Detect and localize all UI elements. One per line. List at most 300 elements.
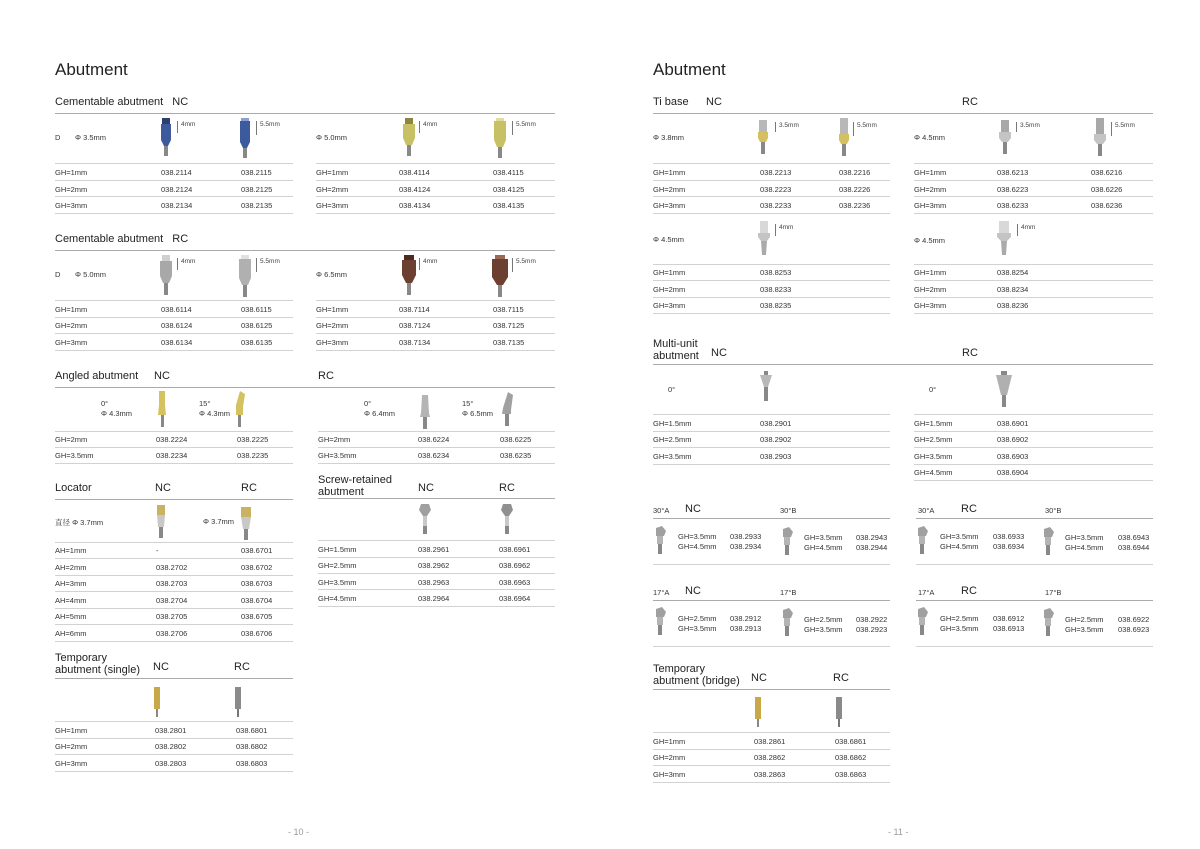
divider: [55, 431, 293, 432]
part-number: 038.6224: [418, 435, 450, 444]
section-title-cementable-rc: Cementable abutment RC: [55, 233, 189, 245]
part-number: 038.7134: [399, 338, 431, 347]
part-number: 038.4115: [493, 168, 524, 177]
column-header-rc: RC: [833, 672, 849, 684]
part-number-list: 038.6933 038.6934: [993, 532, 1025, 551]
row-label: GH=1mm: [914, 268, 947, 277]
column-header-rc: RC: [234, 661, 250, 673]
part-number: 038.6705: [241, 612, 273, 621]
row-label: GH=2mm: [316, 185, 349, 194]
ti-base-image-rc-3-5mm: [999, 120, 1011, 156]
column-header-nc: NC: [418, 482, 434, 494]
part-number: 038.7125: [493, 321, 525, 330]
divider: [914, 213, 1153, 214]
part-number: 038.8236: [997, 301, 1029, 310]
row-label: GH=2.5mm: [318, 561, 357, 570]
row-label: GH=2mm: [316, 321, 349, 330]
part-number: 038.2962: [418, 561, 450, 570]
part-number: 038.2135: [241, 201, 273, 210]
part-number: 038.6961: [499, 545, 531, 554]
angle-label: 30°A: [653, 506, 670, 515]
angle-label: 0°: [668, 385, 676, 394]
column-header-nc: NC: [685, 585, 701, 597]
part-number: 038.2115: [241, 168, 272, 177]
part-number: 038.6903: [997, 452, 1029, 461]
part-number: -: [156, 546, 159, 555]
divider: [318, 447, 555, 448]
part-number: 038.6904: [997, 468, 1029, 477]
diameter-label: Φ 4.5mm: [914, 236, 945, 245]
height-label: 5.5mm: [256, 121, 280, 135]
part-number: 038.6706: [241, 629, 273, 638]
locator-image-rc: [240, 507, 252, 541]
angle-label: 0° Φ 6.4mm: [364, 399, 395, 418]
angle-label: 0° Φ 4.3mm: [101, 399, 132, 418]
part-number: 038.2124: [161, 185, 193, 194]
section-title-temporary-single: Temporary abutment (single): [55, 652, 140, 676]
divider: [316, 180, 555, 181]
part-number: 038.6134: [161, 338, 193, 347]
column-header-nc: NC: [711, 347, 727, 359]
divider: [55, 721, 293, 722]
row-label: GH=3mm: [55, 201, 88, 210]
height-label: 5.5mm: [1111, 122, 1135, 136]
height-label: 5.5mm: [512, 121, 536, 135]
angled-mu-image: [1042, 608, 1054, 638]
part-number: 038.6704: [241, 596, 273, 605]
row-label: GH=3.5mm: [653, 452, 692, 461]
divider: [653, 297, 890, 298]
screw-abutment-image-nc: [418, 504, 432, 536]
divider: [914, 447, 1153, 448]
part-number: 038.2963: [418, 578, 450, 587]
row-label: GH=1mm: [653, 737, 686, 746]
temporary-abutment-image-rc: [235, 687, 241, 719]
row-label: GH=2mm: [653, 285, 686, 294]
divider: [318, 606, 555, 607]
page-number: - 11 -: [888, 827, 909, 837]
section-title-temporary-bridge: Temporary abutment (bridge): [653, 663, 740, 687]
diameter-label: Φ 5.0mm: [316, 133, 347, 142]
height-label: 4mm: [1017, 224, 1035, 236]
divider: [55, 558, 293, 559]
angle-label: 15° Φ 4.3mm: [199, 399, 230, 418]
divider: [316, 300, 555, 301]
row-label: GH=3mm: [55, 338, 88, 347]
divider: [914, 264, 1153, 265]
ti-base-image-rc-4mm: [997, 221, 1011, 257]
divider: [914, 280, 1153, 281]
row-label: GH=3.5mm: [318, 578, 357, 587]
divider: [55, 300, 293, 301]
abutment-image-blue-5-5mm: [239, 118, 251, 160]
part-number: 038.6962: [499, 561, 531, 570]
part-number: 038.6861: [835, 737, 867, 746]
part-number: 038.6234: [418, 451, 450, 460]
height-label: 4mm: [177, 121, 195, 133]
column-header-nc: NC: [706, 96, 722, 108]
divider: [318, 431, 555, 432]
part-number: 038.4125: [493, 185, 525, 194]
spec-list: GH=3.5mm GH=4.5mm: [678, 532, 717, 551]
part-number: 038.6135: [241, 338, 273, 347]
part-number: 038.2236: [839, 201, 871, 210]
divider: [653, 732, 890, 733]
row-label: GH=2.5mm: [914, 435, 953, 444]
row-label: GH=3mm: [653, 201, 686, 210]
angled-mu-image: [781, 608, 793, 638]
row-label: GH=1mm: [653, 268, 686, 277]
part-number: 038.7114: [399, 305, 430, 314]
divider: [55, 678, 293, 679]
column-header-nc: NC: [153, 661, 169, 673]
row-label: GH=2mm: [653, 185, 686, 194]
abutment-image-gold-5-5mm: [493, 118, 507, 160]
abutment-image-blue-4mm: [160, 118, 172, 158]
spec-list: GH=2.5mm GH=3.5mm: [1065, 615, 1104, 634]
part-number: 038.2703: [156, 579, 188, 588]
row-label: GH=1.5mm: [653, 419, 692, 428]
divider: [653, 264, 890, 265]
row-label: GH=4.5mm: [318, 594, 357, 603]
row-label: GH=3mm: [316, 201, 349, 210]
height-label: 5.5mm: [512, 258, 536, 272]
row-label: GH=1mm: [316, 305, 349, 314]
part-number: 038.6235: [500, 451, 532, 460]
height-label: 4mm: [177, 258, 195, 270]
part-number-list: 038.2912 038.2913: [730, 614, 762, 633]
part-number: 038.6803: [236, 759, 268, 768]
divider: [316, 163, 555, 164]
divider: [914, 297, 1153, 298]
row-label: GH=1mm: [55, 305, 88, 314]
row-label: GH=1.5mm: [318, 545, 357, 554]
divider: [653, 689, 890, 690]
abutment-image-brown-5-5mm: [491, 255, 509, 299]
row-label: GH=1.5mm: [914, 419, 953, 428]
part-number: 038.2223: [760, 185, 792, 194]
divider: [653, 447, 890, 448]
angle-label: 30°B: [1045, 506, 1062, 515]
divider: [653, 113, 1153, 114]
part-number: 038.7135: [493, 338, 525, 347]
row-label: GH=1mm: [55, 726, 88, 735]
row-label: GH=3.5mm: [55, 451, 94, 460]
part-number: 038.6225: [500, 435, 532, 444]
row-label: GH=2mm: [55, 185, 88, 194]
diameter-label: Φ 6.5mm: [316, 270, 347, 279]
part-number: 038.2702: [156, 563, 188, 572]
divider: [653, 196, 890, 197]
section-title-cementable-nc: Cementable abutment NC: [55, 96, 189, 108]
row-label: GH=3.5mm: [318, 451, 357, 460]
divider: [55, 250, 555, 251]
part-number: 038.2134: [161, 201, 193, 210]
divider: [55, 641, 293, 642]
part-number: 038.8254: [997, 268, 1029, 277]
part-number: 038.2803: [155, 759, 187, 768]
divider: [55, 463, 293, 464]
part-number: 038.7115: [493, 305, 524, 314]
part-number: 038.4135: [493, 201, 525, 210]
part-number: 038.6863: [835, 770, 867, 779]
angle-label: 17°B: [1045, 588, 1062, 597]
divider: [55, 196, 293, 197]
row-label: AH=4mm: [55, 596, 87, 605]
column-header-rc: RC: [961, 585, 977, 597]
spec-list: GH=2.5mm GH=3.5mm: [678, 614, 717, 633]
page-title: Abutment: [55, 60, 128, 79]
angle-label: 0°: [929, 385, 937, 394]
part-number: 038.2705: [156, 612, 188, 621]
divider: [653, 749, 890, 750]
section-title-angled: Angled abutment: [55, 370, 139, 382]
part-number: 038.2125: [241, 185, 273, 194]
row-label: GH=3mm: [653, 301, 686, 310]
height-label: 4mm: [419, 258, 437, 270]
row-label: AH=3mm: [55, 579, 87, 588]
divider: [653, 600, 890, 601]
part-number: 038.2863: [754, 770, 786, 779]
divider: [653, 646, 890, 647]
angled-mu-image: [916, 526, 928, 556]
row-label: GH=3mm: [316, 338, 349, 347]
divider: [653, 280, 890, 281]
divider: [653, 313, 890, 314]
angled-abutment-image-gold-15: [234, 391, 246, 429]
divider: [653, 564, 890, 565]
angled-abutment-image-silver-0: [419, 395, 431, 431]
divider: [318, 589, 555, 590]
column-header-nc: NC: [751, 672, 767, 684]
divider: [914, 464, 1153, 465]
row-label: GH=2mm: [653, 753, 686, 762]
part-number: 038.6114: [161, 305, 192, 314]
diameter-label: Φ 3.5mm: [75, 133, 106, 142]
row-label: GH=3mm: [55, 759, 88, 768]
angle-label: 17°B: [780, 588, 797, 597]
part-number: 038.2224: [156, 435, 188, 444]
divider: [55, 180, 293, 181]
column-header-rc: RC: [318, 370, 334, 382]
divider: [653, 213, 890, 214]
divider: [55, 591, 293, 592]
section-title-multi-unit: Multi-unit abutment: [653, 338, 699, 362]
part-number: 038.6216: [1091, 168, 1123, 177]
divider: [316, 196, 555, 197]
part-number: 038.6801: [236, 726, 268, 735]
divider: [55, 350, 293, 351]
temporary-abutment-image-nc: [154, 687, 160, 719]
row-label: AH=5mm: [55, 612, 87, 621]
part-number: 038.2964: [418, 594, 450, 603]
ti-base-image-nc-5-5mm: [839, 118, 849, 158]
divider: [914, 480, 1153, 481]
ti-base-image-rc-5-5mm: [1094, 118, 1106, 158]
row-label: AH=2mm: [55, 563, 87, 572]
column-header-nc: NC: [685, 503, 701, 515]
row-label: GH=2mm: [55, 742, 88, 751]
locator-image-nc: [156, 505, 166, 539]
divider: [653, 518, 890, 519]
multi-unit-image-nc: [759, 371, 773, 403]
part-number-list: 038.6922 038.6923: [1118, 615, 1150, 634]
part-number: 038.8235: [760, 301, 792, 310]
diameter-prefix: D: [55, 133, 61, 142]
angle-label: 30°A: [918, 506, 935, 515]
abutment-image-silver-5-5mm: [238, 255, 252, 299]
temporary-bridge-image-nc: [755, 697, 761, 729]
row-label: GH=2mm: [914, 185, 947, 194]
height-label: 3.5mm: [775, 122, 799, 132]
angled-mu-image: [781, 527, 793, 557]
part-number: 038.8233: [760, 285, 792, 294]
column-header-rc: RC: [962, 96, 978, 108]
divider: [55, 387, 555, 388]
part-number-list: 038.2943 038.2944: [856, 533, 888, 552]
part-number: 038.2802: [155, 742, 187, 751]
column-header-nc: NC: [154, 370, 170, 382]
part-number: 038.2235: [237, 451, 269, 460]
column-header-rc: RC: [241, 482, 257, 494]
row-label: GH=1mm: [914, 168, 947, 177]
part-number: 038.7124: [399, 321, 431, 330]
height-label: 3.5mm: [1016, 122, 1040, 132]
divider: [318, 498, 555, 499]
part-number: 038.6223: [997, 185, 1029, 194]
divider: [318, 557, 555, 558]
section-title-ti-base: Ti base: [653, 96, 689, 108]
divider: [55, 624, 293, 625]
divider: [316, 317, 555, 318]
part-number: 038.6703: [241, 579, 273, 588]
height-label: 5.5mm: [853, 122, 877, 136]
spec-list: GH=2.5mm GH=3.5mm: [804, 615, 843, 634]
row-label: GH=1mm: [653, 168, 686, 177]
divider: [55, 333, 293, 334]
part-number: 038.6802: [236, 742, 268, 751]
diameter-label: Φ 4.5mm: [914, 133, 945, 142]
diameter-label: 直径 Φ 3.7mm: [55, 518, 104, 527]
spec-list: GH=3.5mm GH=4.5mm: [940, 532, 979, 551]
angle-label: 15° Φ 6.5mm: [462, 399, 493, 418]
row-label: GH=3mm: [653, 770, 686, 779]
ti-base-image-nc-4mm: [758, 221, 770, 257]
angled-mu-image: [654, 526, 666, 556]
divider: [914, 163, 1153, 164]
row-label: GH=1mm: [316, 168, 349, 177]
divider: [914, 196, 1153, 197]
divider: [653, 464, 890, 465]
divider: [55, 575, 293, 576]
angle-label: 17°A: [653, 588, 670, 597]
divider: [653, 782, 890, 783]
ti-base-image-nc-3-5mm: [758, 120, 768, 156]
multi-unit-image-rc: [995, 371, 1013, 409]
divider: [55, 317, 293, 318]
part-number-list: 038.2922 038.2923: [856, 615, 888, 634]
diameter-label: Φ 3.8mm: [653, 133, 684, 142]
part-number: 038.6115: [241, 305, 272, 314]
part-number-list: 038.6943 038.6944: [1118, 533, 1150, 552]
spec-list: GH=2.5mm GH=3.5mm: [940, 614, 979, 633]
part-number: 038.6901: [997, 419, 1029, 428]
part-number: 038.6233: [997, 201, 1029, 210]
part-number: 038.2234: [156, 451, 188, 460]
part-number: 038.4134: [399, 201, 431, 210]
spec-list: GH=3.5mm GH=4.5mm: [1065, 533, 1104, 552]
part-number: 038.6862: [835, 753, 867, 762]
column-header-rc: RC: [962, 347, 978, 359]
row-label: GH=2.5mm: [653, 435, 692, 444]
divider: [914, 180, 1153, 181]
column-header-rc: RC: [961, 503, 977, 515]
part-number: 038.6124: [161, 321, 193, 330]
spec-list: GH=3.5mm GH=4.5mm: [804, 533, 843, 552]
divider: [55, 163, 293, 164]
row-label: GH=2mm: [914, 285, 947, 294]
height-label: 4mm: [775, 224, 793, 236]
part-number: 038.2902: [760, 435, 792, 444]
part-number: 038.2114: [161, 168, 192, 177]
part-number: 038.6902: [997, 435, 1029, 444]
diameter-label: Φ 3.7mm: [203, 517, 234, 526]
part-number: 038.2901: [760, 419, 792, 428]
divider: [55, 499, 293, 500]
row-label: AH=1mm: [55, 546, 87, 555]
diameter-label: Φ 5.0mm: [75, 270, 106, 279]
part-number: 038.6213: [997, 168, 1029, 177]
part-number: 038.6226: [1091, 185, 1123, 194]
column-header-rc: RC: [499, 482, 515, 494]
divider: [55, 113, 555, 114]
divider: [55, 542, 293, 543]
divider: [318, 463, 555, 464]
diameter-label: Φ 4.5mm: [653, 235, 684, 244]
part-number: 038.2861: [754, 737, 786, 746]
angled-abutment-image-gold-0: [157, 391, 167, 429]
part-number: 038.2704: [156, 596, 188, 605]
part-number: 038.2862: [754, 753, 786, 762]
abutment-image-gold-4mm: [402, 118, 416, 158]
row-label: GH=2mm: [55, 435, 88, 444]
divider: [316, 350, 555, 351]
row-label: GH=3mm: [914, 301, 947, 310]
divider: [653, 414, 890, 415]
part-number: 038.6125: [241, 321, 273, 330]
divider: [55, 447, 293, 448]
abutment-image-silver-4mm: [159, 255, 173, 297]
divider: [914, 313, 1153, 314]
part-number-list: 038.2933 038.2934: [730, 532, 762, 551]
divider: [318, 573, 555, 574]
part-number: 038.2801: [155, 726, 187, 735]
section-title-screw-retained: Screw-retained abutment: [318, 474, 392, 498]
screw-abutment-image-rc: [500, 504, 514, 536]
part-number: 038.4114: [399, 168, 430, 177]
divider: [653, 765, 890, 766]
temporary-bridge-image-rc: [836, 697, 842, 729]
angled-mu-image: [654, 607, 666, 637]
part-number: 038.2233: [760, 201, 792, 210]
angle-label: 30°B: [780, 506, 797, 515]
page-number: - 10 -: [288, 827, 310, 837]
part-number: 038.2226: [839, 185, 871, 194]
divider: [653, 431, 890, 432]
divider: [55, 754, 293, 755]
part-number: 038.6701: [241, 546, 273, 555]
part-number: 038.4124: [399, 185, 431, 194]
